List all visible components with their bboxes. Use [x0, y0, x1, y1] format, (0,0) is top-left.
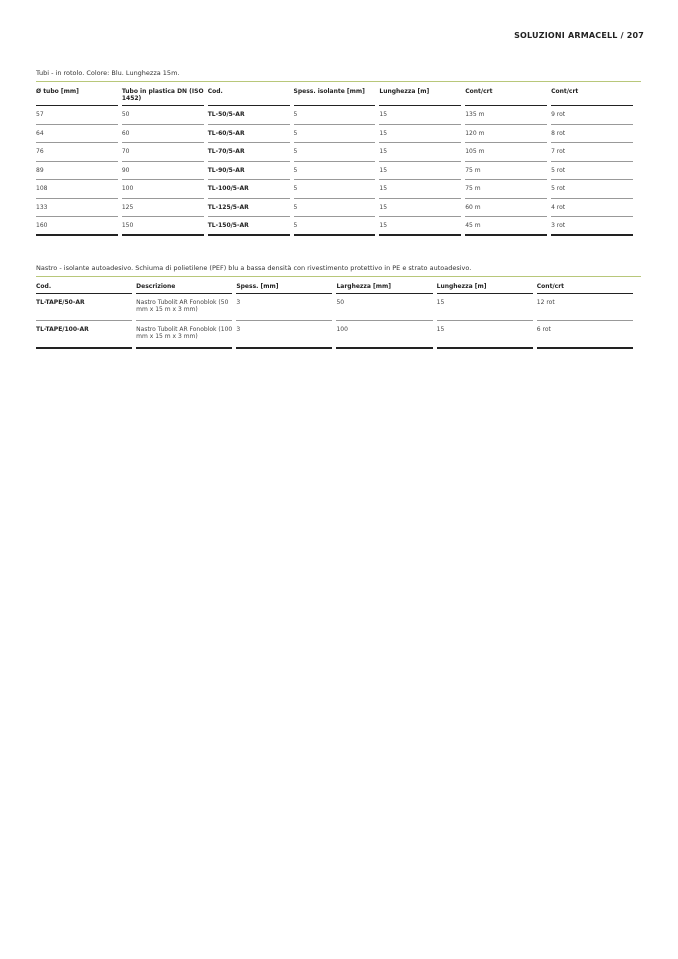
cell-thickness: 5 [294, 217, 376, 236]
cell-length: 15 [379, 125, 461, 144]
table-row [36, 143, 633, 162]
cell-thickness: 5 [294, 199, 376, 218]
cell-thickness: 5 [294, 180, 376, 199]
cell-cont: 12 rot [537, 294, 633, 321]
cell-cont-m: 75 m [465, 162, 547, 181]
cell-dn: 60 [122, 125, 204, 144]
tape-section [36, 264, 641, 349]
cell-diameter: 76 [36, 143, 118, 162]
cell-dn: 100 [122, 180, 204, 199]
cell-thickness: 5 [294, 143, 376, 162]
column-header: Cod. [208, 82, 290, 106]
cell-thickness: 5 [294, 125, 376, 144]
cell-cont: 6 rot [537, 321, 633, 349]
cell-cont-rot: 4 rot [551, 199, 633, 218]
table-header-row [36, 277, 633, 294]
cell-dn: 50 [122, 106, 204, 125]
cell-diameter: 89 [36, 162, 118, 181]
tape-caption: Nastro - isolante autoadesivo. Schiuma di polietilene (PEF) blu a bassa densità con rivestimento protettivo in PE e strato autoadesivo. [36, 264, 641, 277]
column-header: Cont/crt [537, 277, 633, 294]
cell-cont-m: 105 m [465, 143, 547, 162]
cell-thickness: 5 [294, 106, 376, 125]
column-header: Descrizione [136, 277, 232, 294]
column-header: Cont/crt [551, 82, 633, 106]
pipes-caption: Tubi - in rotolo. Colore: Blu. Lunghezza 15m. [36, 69, 641, 82]
pipes-section [36, 69, 641, 236]
cell-cont-rot: 5 rot [551, 180, 633, 199]
cell-width: 100 [336, 321, 432, 349]
cell-thickness: 5 [294, 162, 376, 181]
cell-diameter: 64 [36, 125, 118, 144]
table-row [36, 321, 633, 349]
cell-cont-m: 45 m [465, 217, 547, 236]
cell-code: TL-90/5-AR [208, 162, 290, 181]
cell-cont-rot: 7 rot [551, 143, 633, 162]
cell-diameter: 160 [36, 217, 118, 236]
table-row [36, 294, 633, 321]
cell-cont-rot: 5 rot [551, 162, 633, 181]
table-row [36, 180, 633, 199]
column-header: Spess. isolante [mm] [294, 82, 376, 106]
cell-dn: 90 [122, 162, 204, 181]
cell-diameter: 133 [36, 199, 118, 218]
cell-code: TL-TAPE/50-AR [36, 294, 132, 321]
table-row [36, 125, 633, 144]
table-row [36, 162, 633, 181]
cell-dn: 150 [122, 217, 204, 236]
cell-length: 15 [379, 217, 461, 236]
page-header: SOLUZIONI ARMACELL / 207 [514, 31, 644, 40]
cell-cont-rot: 9 rot [551, 106, 633, 125]
cell-code: TL-100/5-AR [208, 180, 290, 199]
column-header: Cod. [36, 277, 132, 294]
cell-code: TL-50/5-AR [208, 106, 290, 125]
column-header: Lunghezza [m] [379, 82, 461, 106]
cell-length: 15 [379, 143, 461, 162]
table-row [36, 106, 633, 125]
cell-code: TL-60/5-AR [208, 125, 290, 144]
cell-length: 15 [379, 106, 461, 125]
tape-table [32, 277, 637, 349]
cell-length: 15 [379, 180, 461, 199]
cell-length: 15 [437, 321, 533, 349]
cell-description: Nastro Tubolit AR Fonoblok (100 mm x 15 m x 3 mm) [136, 321, 232, 349]
cell-code: TL-70/5-AR [208, 143, 290, 162]
cell-code: TL-150/5-AR [208, 217, 290, 236]
cell-code: TL-TAPE/100-AR [36, 321, 132, 349]
cell-diameter: 57 [36, 106, 118, 125]
table-row [36, 217, 633, 236]
cell-code: TL-125/5-AR [208, 199, 290, 218]
cell-thickness: 3 [236, 294, 332, 321]
cell-description: Nastro Tubolit AR Fonoblok (50 mm x 15 m x 3 mm) [136, 294, 232, 321]
column-header: Cont/crt [465, 82, 547, 106]
cell-cont-m: 135 m [465, 106, 547, 125]
cell-cont-rot: 8 rot [551, 125, 633, 144]
cell-cont-m: 120 m [465, 125, 547, 144]
cell-width: 50 [336, 294, 432, 321]
table-header-row [36, 82, 633, 106]
column-header: Ø tubo [mm] [36, 82, 118, 106]
pipes-table [32, 82, 637, 236]
column-header: Spess. [mm] [236, 277, 332, 294]
cell-cont-m: 75 m [465, 180, 547, 199]
cell-length: 15 [379, 199, 461, 218]
column-header: Larghezza [mm] [336, 277, 432, 294]
table-row [36, 199, 633, 218]
cell-diameter: 108 [36, 180, 118, 199]
column-header: Lunghezza [m] [437, 277, 533, 294]
cell-dn: 125 [122, 199, 204, 218]
cell-cont-m: 60 m [465, 199, 547, 218]
cell-cont-rot: 3 rot [551, 217, 633, 236]
cell-thickness: 3 [236, 321, 332, 349]
cell-length: 15 [379, 162, 461, 181]
cell-dn: 70 [122, 143, 204, 162]
column-header: Tubo in plastica DN (ISO 1452) [122, 82, 204, 106]
cell-length: 15 [437, 294, 533, 321]
